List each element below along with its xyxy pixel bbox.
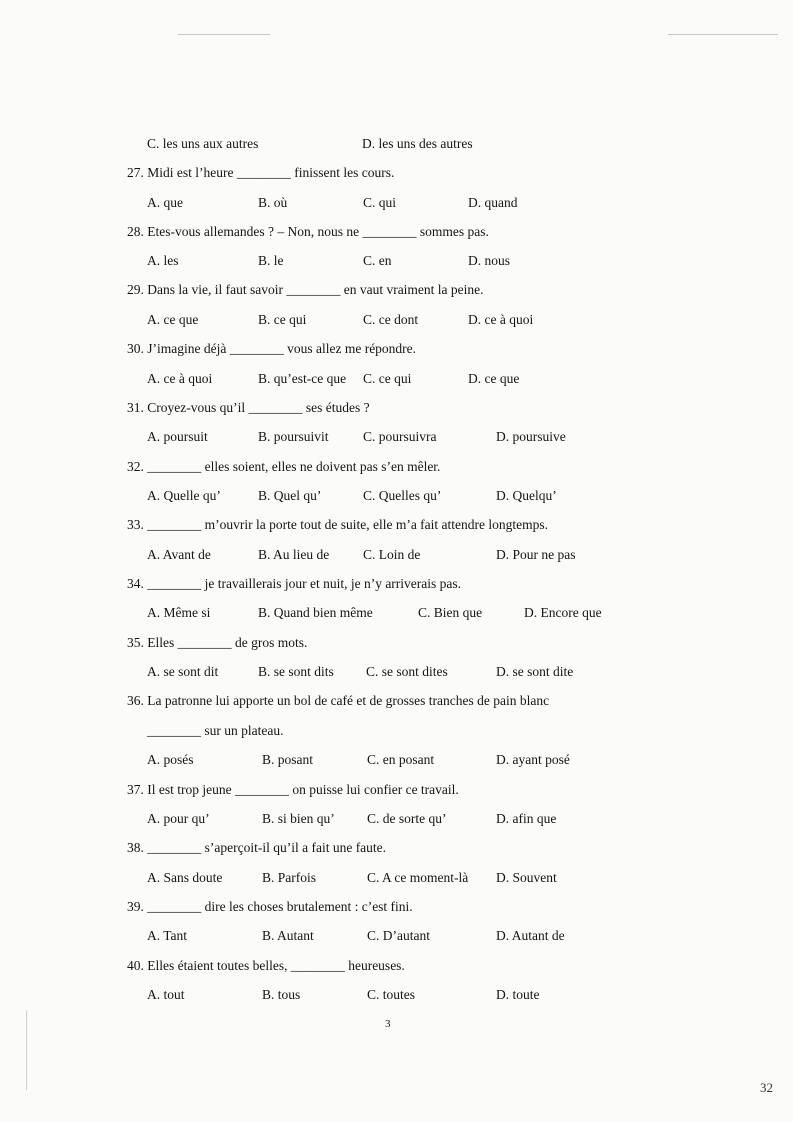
question-34-option-d: D. Encore que xyxy=(524,605,602,621)
question-35-option-b: B. se sont dits xyxy=(258,664,334,680)
question-32-option-a: A. Quelle qu’ xyxy=(147,488,221,503)
question-38-option-c: C. A ce moment-là xyxy=(367,869,469,885)
question-40-option-c: C. toutes xyxy=(367,987,416,1003)
question-28-option-d: D. nous xyxy=(468,253,511,269)
question-37-option-c: C. de sorte qu’ xyxy=(367,811,447,826)
question-35-option-a: A. se sont dit xyxy=(147,664,219,680)
question-32-text: 32. ________ elles soient, elles ne doivent pas s’en mêler. xyxy=(127,458,441,474)
question-34-option-b: B. Quand bien même xyxy=(258,605,373,621)
question-28-text: 28. Etes-vous allemandes ? – Non, nous ne ________ sommes pas. xyxy=(127,223,489,239)
question-33-option-a: A. Avant de xyxy=(147,546,211,562)
question-33-option-b: B. Au lieu de xyxy=(258,546,330,562)
question-37-option-b: B. si bien qu’ xyxy=(262,811,335,826)
question-30-option-d: D. ce que xyxy=(468,370,520,386)
question-28-option-a: A. les xyxy=(147,253,179,269)
question-39-option-c: C. D’autant xyxy=(367,928,430,944)
question-31-option-a: A. poursuit xyxy=(147,429,208,445)
question-27-option-a: A. que xyxy=(147,194,183,210)
question-27-text: 27. Midi est l’heure ________ finissent les cours. xyxy=(127,165,395,180)
question-39-option-d: D. Autant de xyxy=(496,928,565,944)
question-27-option-b: B. où xyxy=(258,194,288,210)
question-31-option-c: C. poursuivra xyxy=(363,429,437,445)
question-39-option-a: A. Tant xyxy=(147,928,188,944)
question-33-option-d: D. Pour ne pas xyxy=(496,546,576,562)
question-40-option-b: B. tous xyxy=(262,987,301,1003)
question-33-option-c: C. Loin de xyxy=(363,546,421,562)
question-27-option-d: D. quand xyxy=(468,194,518,210)
question-35-option-d: D. se sont dite xyxy=(496,664,574,680)
question-32-option-c: C. Quelles qu’ xyxy=(363,488,442,503)
question-30-text: 30. J’imagine déjà ________ vous allez me répondre. xyxy=(127,341,417,357)
question-34-option-a: A. Même si xyxy=(147,605,211,621)
question-27-option-c: C. qui xyxy=(363,194,397,210)
question-37-text: 37. Il est trop jeune ________ on puisse lui confier ce travail. xyxy=(127,781,459,797)
question-35-option-c: C. se sont dites xyxy=(366,664,448,680)
question-30-option-c: C. ce qui xyxy=(363,370,412,386)
question-36-option-a: A. posés xyxy=(147,752,194,768)
question-39-text: 39. ________ dire les choses brutalement : c’est fini. xyxy=(127,898,413,914)
question-38-option-d: D. Souvent xyxy=(496,869,557,885)
scan-artifact-top-left xyxy=(178,34,270,35)
question-40-option-a: A. tout xyxy=(147,987,185,1003)
question-34-option-c: C. Bien que xyxy=(418,605,483,621)
question-36-text: 36. La patronne lui apporte un bol de café et de grosses tranches de pain blanc xyxy=(127,693,550,709)
question-35-text: 35. Elles ________ de gros mots. xyxy=(127,634,308,650)
question-30-option-a: A. ce à quoi xyxy=(147,370,213,386)
question-32-option-b: B. Quel qu’ xyxy=(258,488,322,503)
question-38-option-a: A. Sans doute xyxy=(147,869,223,885)
question-31-option-b: B. poursuivit xyxy=(258,429,329,445)
question-30-option-b: B. qu’est-ce que xyxy=(258,370,347,386)
question-33-text: 33. ________ m’ouvrir la porte tout de suite, elle m’a fait attendre longtemps. xyxy=(127,517,549,533)
question-36-option-d: D. ayant posé xyxy=(496,752,570,768)
question-29-text: 29. Dans la vie, il faut savoir ________ en vaut vraiment la peine. xyxy=(127,282,484,298)
option-c: C. les uns aux autres xyxy=(147,136,259,151)
question-40-option-d: D. toute xyxy=(496,987,540,1003)
sheet-number: 32 xyxy=(760,1080,773,1095)
question-29-option-c: C. ce dont xyxy=(363,311,419,327)
question-36-option-b: B. posant xyxy=(262,752,314,768)
question-38-option-b: B. Parfois xyxy=(262,869,316,885)
question-39-option-b: B. Autant xyxy=(262,928,314,944)
question-31-text: 31. Croyez-vous qu’il ________ ses études ? xyxy=(127,399,370,415)
question-29-option-b: B. ce qui xyxy=(258,311,307,327)
question-28-option-c: C. en xyxy=(363,253,392,269)
option-d: D. les uns des autres xyxy=(362,136,473,151)
scan-artifact-left-rule xyxy=(26,1010,27,1090)
scan-artifact-top-right xyxy=(668,34,778,35)
question-36-continuation: ________ sur un plateau. xyxy=(147,722,284,738)
question-38-text: 38. ________ s’aperçoit-il qu’il a fait une faute. xyxy=(127,840,387,856)
question-36-option-c: C. en posant xyxy=(367,752,435,768)
question-34-text: 34. ________ je travaillerais jour et nuit, je n’y arriverais pas. xyxy=(127,575,462,591)
question-37-option-d: D. afin que xyxy=(496,811,557,826)
question-29-option-d: D. ce à quoi xyxy=(468,311,534,327)
question-32-option-d: D. Quelqu’ xyxy=(496,488,557,503)
question-31-option-d: D. poursuive xyxy=(496,429,566,445)
page-number: 3 xyxy=(385,1018,391,1030)
question-28-option-b: B. le xyxy=(258,253,284,269)
question-37-option-a: A. pour qu’ xyxy=(147,811,210,826)
question-29-option-a: A. ce que xyxy=(147,311,199,327)
question-40-text: 40. Elles étaient toutes belles, ________ heureuses. xyxy=(127,957,405,973)
